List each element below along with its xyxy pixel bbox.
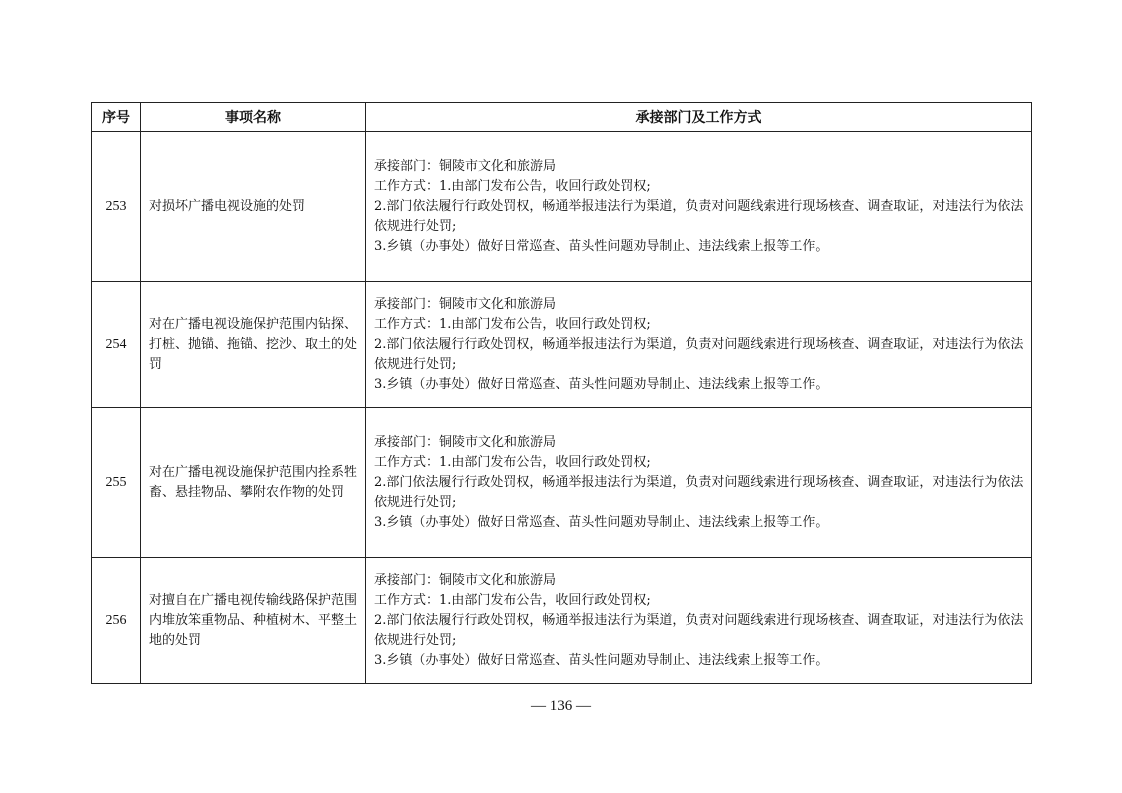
department-method-cell <box>366 558 1032 684</box>
method-step-1: 工作方式：1.由部门发布公告，收回行政处罚权; <box>374 178 651 194</box>
department-method-cell <box>366 132 1032 282</box>
header-matter-name: 事项名称 <box>141 103 366 132</box>
table-row <box>92 132 1032 282</box>
row-number: 256 <box>92 558 141 684</box>
header-serial-number: 序号 <box>92 103 141 132</box>
row-number: 254 <box>92 282 141 408</box>
row-number: 255 <box>92 408 141 558</box>
table-row <box>92 408 1032 558</box>
matters-table <box>91 102 1032 684</box>
matter-name: 对在广播电视设施保护范围内钻探、打桩、抛锚、拖锚、挖沙、取土的处罚 <box>141 282 366 408</box>
department-text: 承接部门：铜陵市文化和旅游局 <box>374 572 557 588</box>
method-step-1: 工作方式：1.由部门发布公告，收回行政处罚权; <box>374 592 651 608</box>
method-step-1: 工作方式：1.由部门发布公告，收回行政处罚权; <box>374 454 651 470</box>
method-step-3: 3.乡镇（办事处）做好日常巡查、苗头性问题劝导制止、违法线索上报等工作。 <box>374 514 829 530</box>
matter-name: 对损坏广播电视设施的处罚 <box>141 132 366 282</box>
matter-name: 对在广播电视设施保护范围内拴系牲畜、悬挂物品、攀附农作物的处罚 <box>141 408 366 558</box>
department-text: 承接部门：铜陵市文化和旅游局 <box>374 158 557 174</box>
method-step-1: 工作方式：1.由部门发布公告，收回行政处罚权; <box>374 316 651 332</box>
method-step-2: 2.部门依法履行行政处罚权，畅通举报违法行为渠道，负责对问题线索进行现场核查、调查取证，对违法行为依法依规进行处罚; <box>374 474 1024 510</box>
method-step-2: 2.部门依法履行行政处罚权，畅通举报违法行为渠道，负责对问题线索进行现场核查、调查取证，对违法行为依法依规进行处罚; <box>374 198 1024 234</box>
department-text: 承接部门：铜陵市文化和旅游局 <box>374 296 557 312</box>
row-number: 253 <box>92 132 141 282</box>
header-department-method: 承接部门及工作方式 <box>366 103 1032 132</box>
table-header-row <box>92 103 1032 132</box>
table-row <box>92 558 1032 684</box>
table-row <box>92 282 1032 408</box>
method-step-2: 2.部门依法履行行政处罚权，畅通举报违法行为渠道，负责对问题线索进行现场核查、调查取证，对违法行为依法依规进行处罚; <box>374 612 1024 648</box>
matter-name: 对擅自在广播电视传输线路保护范围内堆放笨重物品、种植树木、平整土地的处罚 <box>141 558 366 684</box>
page-number: — 136 — <box>531 698 591 714</box>
department-method-cell <box>366 408 1032 558</box>
department-text: 承接部门：铜陵市文化和旅游局 <box>374 434 557 450</box>
method-step-3: 3.乡镇（办事处）做好日常巡查、苗头性问题劝导制止、违法线索上报等工作。 <box>374 376 829 392</box>
method-step-3: 3.乡镇（办事处）做好日常巡查、苗头性问题劝导制止、违法线索上报等工作。 <box>374 238 829 254</box>
department-method-cell <box>366 282 1032 408</box>
method-step-2: 2.部门依法履行行政处罚权，畅通举报违法行为渠道，负责对问题线索进行现场核查、调查取证，对违法行为依法依规进行处罚; <box>374 336 1024 372</box>
method-step-3: 3.乡镇（办事处）做好日常巡查、苗头性问题劝导制止、违法线索上报等工作。 <box>374 652 829 668</box>
